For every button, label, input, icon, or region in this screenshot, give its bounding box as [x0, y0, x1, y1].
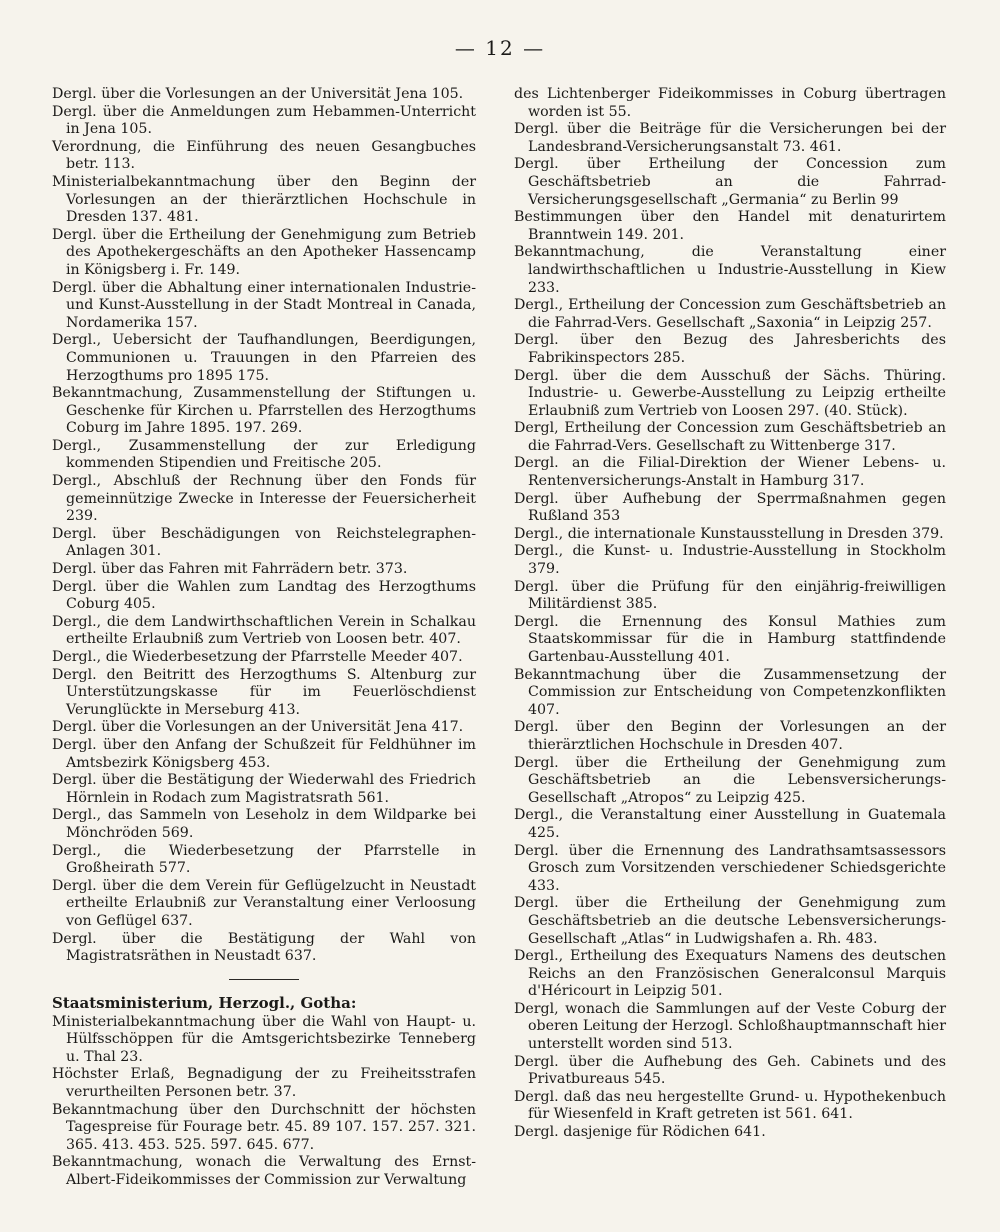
section-entry-list	[52, 1014, 476, 1190]
index-entry: Dergl. über die Vorlesungen an der Universität Jena 417.	[52, 719, 464, 736]
index-entry: Dergl., die Wiederbesetzung der Pfarrstelle Meeder 407.	[52, 649, 463, 665]
index-entry: Dergl. über die Wahlen zum Landtag des Herzogthums Coburg 405.	[52, 578, 476, 613]
index-entry: Dergl. über die Ertheilung der Genehmigung zum Geschäftsbetrieb an die Lebensversicherungs-Gesellschaft „Atropos“ zu Leipzig 425.	[514, 754, 946, 806]
index-entry: Dergl., die internationale Kunstausstellung in Dresden 379.	[514, 525, 944, 542]
index-entry: Dergl., Zusammenstellung der zur Erledigung kommenden Stipendien und Freitische 205.	[52, 437, 476, 472]
index-entry: Dergl. über die Prüfung für den einjährig-freiwilligen Militärdienst 385.	[514, 578, 946, 613]
index-entry: Dergl. daß das neu hergestellte Grund- u. Hypothekenbuch für Wiesenfeld in Kraft getreten ist 561. 641.	[514, 1088, 946, 1123]
index-entry: Ministerialbekanntmachung über die Wahl von Haupt- u. Hülfsschöppen für die Amtsgerichtsbezirke Tenneberg u. Thal 23.	[52, 1013, 476, 1065]
left-entry-list	[52, 86, 476, 966]
page-number: — 12 —	[454, 36, 546, 60]
index-entry: Dergl. dasjenige für Rödichen 641.	[514, 1124, 766, 1141]
index-entry: Dergl. über den Bezug des Jahresberichts des Fabrikinspectors 285.	[514, 332, 946, 366]
index-entry: Dergl. die Ernennung des Konsul Mathies zum Staatskommissar für die in Hamburg stattfindende Gartenbau-Ausstellung 401.	[514, 613, 946, 665]
right-entry-list	[514, 86, 946, 1142]
index-entry: des Lichtenberger Fideikommisses in Coburg übertragen worden ist 55.	[514, 86, 946, 120]
index-entry: Dergl., Uebersicht der Taufhandlungen, Beerdigungen, Communionen u. Trauungen in den Pfarreien des Herzogthums pro 1895 175.	[52, 332, 476, 384]
index-entry: Dergl. über die Abhaltung einer internationalen Industrie- und Kunst-Ausstellung in der Stadt Montreal in Canada, Nordamerika 157.	[52, 279, 476, 331]
left-column	[52, 86, 476, 1190]
index-entry: Dergl. über das Fahren mit Fahrrädern betr. 373.	[52, 561, 408, 578]
index-entry: Dergl. über die Bestätigung der Wiederwahl des Friedrich Hörnlein in Rodach zum Magistratsrath 561.	[52, 772, 476, 806]
index-entry: Dergl., die dem Landwirthschaftlichen Verein in Schalkau ertheilte Erlaubniß zum Vertrieb von Loosen betr. 407.	[52, 613, 476, 648]
index-entry: Dergl. über die dem Ausschuß der Sächs. Thüring. Industrie- u. Gewerbe-Ausstellung zu Leipzig ertheilte Erlaubniß zum Vertrieb von Loosen 297. (40. Stück).	[514, 367, 946, 419]
index-entry: Dergl. über die Beiträge für die Versicherungen bei der Landesbrand-Versicherungsanstalt 73. 461.	[514, 121, 946, 155]
index-entry: Dergl., Ertheilung der Concession zum Geschäftsbetrieb an die Fahrrad-Vers. Gesellschaft „Saxonia“ in Leipzig 257.	[514, 297, 946, 331]
index-entry: Dergl. über Beschädigungen von Reichstelegraphen-Anlagen 301.	[52, 525, 476, 560]
index-entry: Verordnung, die Einführung des neuen Gesangbuches betr. 113.	[52, 138, 476, 173]
index-entry: Dergl. über die dem Verein für Geflügelzucht in Neustadt ertheilte Erlaubniß zur Veranstaltung einer Verloosung von Geflügel 637.	[52, 877, 476, 929]
index-entry: Dergl. über die Ertheilung der Genehmigung zum Betrieb des Apothekergeschäfts an den Apotheker Hassencamp in Königsberg i. Fr. 149.	[52, 226, 476, 278]
index-entry: Dergl, wonach die Sammlungen auf der Veste Coburg der oberen Leitung der Herzogl. Schloßhauptmannschaft hier unterstellt worden sind 513.	[514, 1000, 946, 1053]
index-entry: Dergl. über den Beginn der Vorlesungen an der thierärztlichen Hochschule in Dresden 407.	[514, 719, 946, 753]
index-entry: Dergl. über Ertheilung der Concession zum Geschäftsbetrieb an die Fahrrad-Versicherungsgesellschaft „Germania“ zu Berlin 99	[514, 156, 946, 208]
index-entry: Höchster Erlaß, Begnadigung der zu Freiheitsstrafen verurtheilten Personen betr. 37.	[52, 1066, 476, 1101]
index-entry: Dergl. über die Ertheilung der Genehmigung zum Geschäftsbetrieb an die deutsche Lebensversicherungs-Gesellschaft „Atlas“ in Ludwigshafen a. Rh. 483.	[514, 895, 946, 947]
right-column	[514, 86, 946, 1142]
index-entry: Bekanntmachung, die Veranstaltung einer landwirthschaftlichen u Industrie-Ausstellung in Kiew 233.	[514, 244, 946, 296]
index-entry: Dergl., das Sammeln von Leseholz in dem Wildparke bei Mönchröden 569.	[52, 807, 476, 841]
index-entry: Bekanntmachung über den Durchschnitt der höchsten Tagespreise für Fourage betr. 45. 89 107. 157. 257. 321. 365. 413. 453. 525. 597. 645. 677.	[52, 1101, 476, 1153]
index-entry: Dergl. über die Ernennung des Landrathsamtsassessors Grosch zum Vorsitzenden verschiedener Schiedsgerichte 433.	[514, 842, 946, 894]
index-entry: Dergl., Abschluß der Rechnung über den Fonds für gemeinnützige Zwecke in Interesse der Feuersicherheit 239.	[52, 473, 476, 525]
index-entry: Dergl. über die Bestätigung der Wahl von Magistratsräthen in Neustadt 637.	[52, 930, 476, 965]
index-entry: Dergl, Ertheilung der Concession zum Geschäftsbetrieb an die Fahrrad-Vers. Gesellschaft zu Wittenberge 317.	[514, 420, 946, 454]
section-divider	[229, 979, 299, 980]
index-entry: Bekanntmachung über die Zusammensetzung der Commission zur Entscheidung von Competenzkonflikten 407.	[514, 666, 946, 718]
index-entry: Bekanntmachung, Zusammenstellung der Stiftungen u. Geschenke für Kirchen u. Pfarrstellen des Herzogthums Coburg im Jahre 1895. 197. 269.	[52, 385, 476, 437]
index-entry: Dergl., die Veranstaltung einer Ausstellung in Guatemala 425.	[514, 807, 946, 841]
index-entry: Ministerialbekanntmachung über den Beginn der Vorlesungen an der thierärztlichen Hochschule in Dresden 137. 481.	[52, 173, 476, 226]
section-heading: Staatsministerium, Herzogl., Gotha:	[52, 993, 357, 1012]
index-entry: Dergl. den Beitritt des Herzogthums S. Altenburg zur Unterstützungskasse für im Feuerlöschdienst Verunglückte in Merseburg 413.	[52, 666, 476, 718]
index-entry: Bekanntmachung, wonach die Verwaltung des Ernst-Albert-Fideikommisses der Commission zur Verwaltung	[52, 1154, 476, 1189]
index-entry: Dergl., Ertheilung des Exequaturs Namens des deutschen Reichs an den Französischen Generalconsul Marquis d'Héricourt in Leipzig 501.	[514, 948, 946, 1000]
index-entry: Dergl. über die Vorlesungen an der Universität Jena 105.	[52, 86, 464, 102]
index-entry: Dergl. über Aufhebung der Sperrmaßnahmen gegen Rußland 353	[514, 490, 946, 525]
index-entry: Bestimmungen über den Handel mit denaturirtem Branntwein 149. 201.	[514, 209, 946, 243]
index-entry: Dergl. über den Anfang der Schußzeit für Feldhühner im Amtsbezirk Königsberg 453.	[52, 736, 476, 771]
index-entry: Dergl., die Wiederbesetzung der Pfarrstelle in Großheirath 577.	[52, 842, 476, 877]
index-entry: Dergl., die Kunst- u. Industrie-Ausstellung in Stockholm 379.	[514, 543, 946, 578]
index-entry: Dergl. über die Anmeldungen zum Hebammen-Unterricht in Jena 105.	[52, 103, 476, 138]
index-entry: Dergl. an die Filial-Direktion der Wiener Lebens- u. Rentenversicherungs-Anstalt in Hamburg 317.	[514, 455, 946, 490]
index-entry: Dergl. über die Aufhebung des Geh. Cabinets und des Privatbureaus 545.	[514, 1053, 946, 1088]
